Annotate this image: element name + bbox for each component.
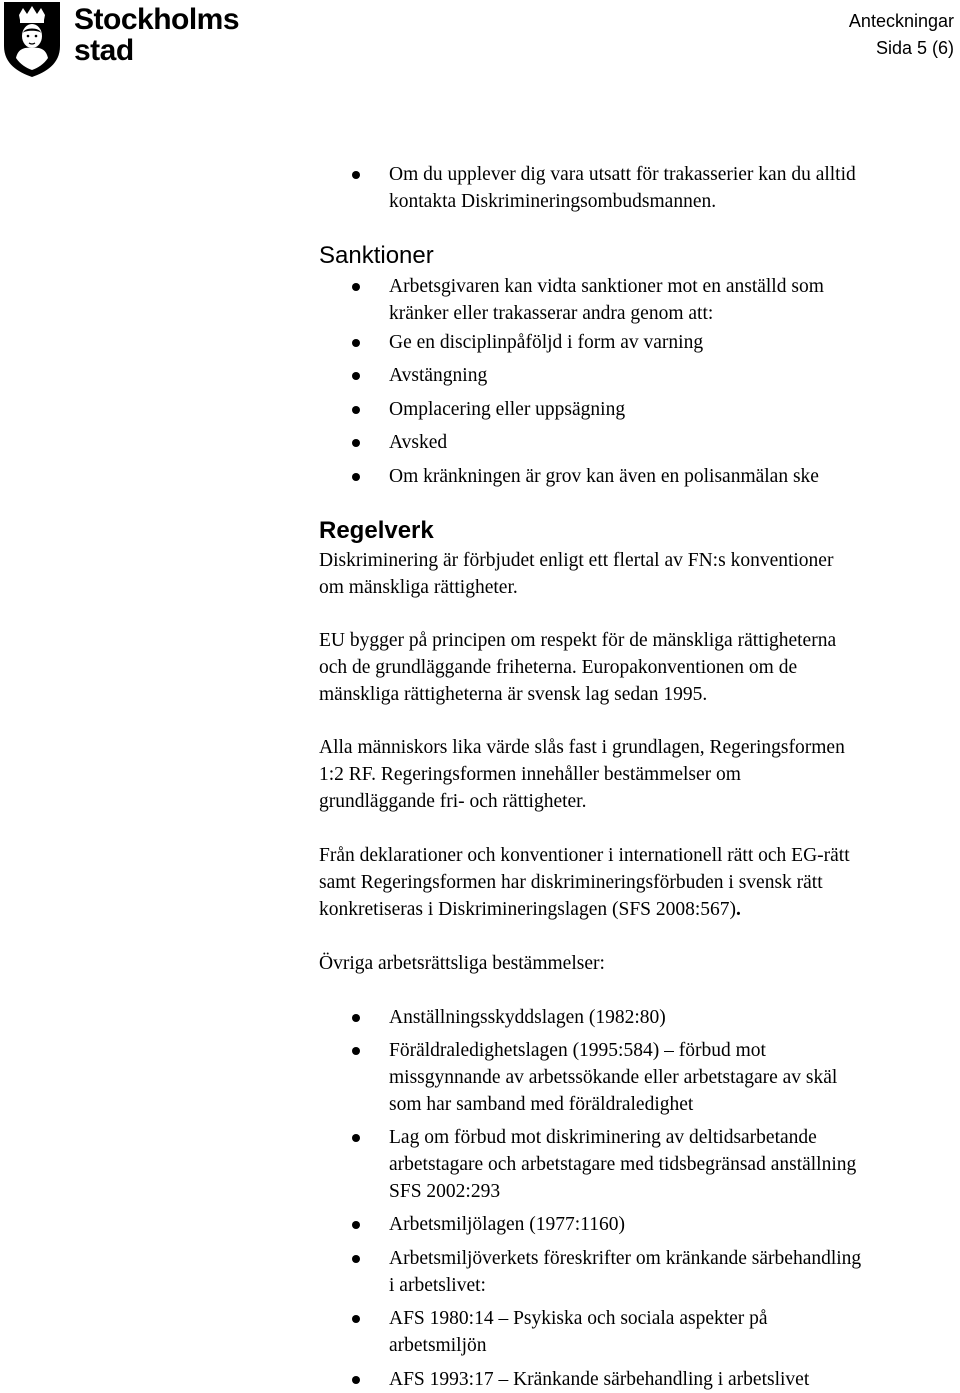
list-item-line: i arbetslivet: [389, 1275, 486, 1296]
logo-line1: Stockholms [74, 3, 240, 36]
list-item: Om kränkningen är grov kan även en polisanmälan ske [389, 463, 959, 490]
list-item [389, 161, 959, 215]
logo-line2: stad [74, 34, 134, 67]
document-type: Anteckningar [848, 11, 954, 31]
list-item-line: AFS 1980:14 – Psykiska och sociala aspekter på [389, 1308, 768, 1329]
list-item: Arbetsmiljölagen (1977:1160) [389, 1211, 959, 1238]
list-item [389, 1124, 959, 1205]
list-item [389, 1037, 959, 1118]
list-item-line: Om du upplever dig vara utsatt för trakasserier kan du alltid [389, 164, 856, 185]
paragraph-line: mänskliga rättigheterna är svensk lag sedan 1995. [319, 684, 708, 705]
list-item-line: Arbetsmiljöverkets föreskrifter om kränkande särbehandling [389, 1248, 862, 1269]
paragraph-line: grundläggande fri- och rättigheter. [319, 791, 587, 812]
list-item: Anställningsskyddslagen (1982:80) [389, 1004, 959, 1031]
page-number: Sida 5 (6) [875, 38, 954, 58]
paragraph [319, 627, 959, 708]
list-item-line: kontakta Diskrimineringsombudsmannen. [389, 191, 717, 212]
paragraph-line: EU bygger på principen om respekt för de mänskliga rättigheterna [319, 630, 837, 651]
list-item-line: Föräldraledighetslagen (1995:584) – förbud mot [389, 1040, 766, 1061]
paragraph-line: Diskriminering är förbjudet enligt ett flertal av FN:s konventioner [319, 550, 834, 571]
section-heading-sanktioner: Sanktioner [319, 242, 434, 269]
paragraph: Övriga arbetsrättsliga bestämmelser: [319, 953, 605, 974]
list-item [389, 1245, 959, 1299]
bold-period: . [736, 899, 741, 920]
list-item: AFS 1993:17 – Kränkande särbehandling i arbetslivet [389, 1366, 959, 1393]
list-item: Avsked [389, 429, 959, 456]
list-item-line: Lag om förbud mot diskriminering av deltidsarbetande [389, 1127, 817, 1148]
list-item: Omplacering eller uppsägning [389, 396, 959, 423]
list-item [389, 1305, 959, 1359]
paragraph [319, 547, 959, 601]
paragraph-line: Alla människors lika värde slås fast i grundlagen, Regeringsformen [319, 737, 845, 758]
list-item-line: arbetstagare och arbetstagare med tidsbegränsad anställning [389, 1154, 857, 1175]
paragraph [319, 734, 959, 815]
paragraph [319, 842, 959, 923]
paragraph-line: och de grundläggande friheterna. Europakonventionen om de [319, 657, 798, 678]
paragraph-line: Från deklarationer och konventioner i internationell rätt och EG-rätt [319, 845, 850, 866]
list-item-line: missgynnande av arbetssökande eller arbetstagare av skäl [389, 1067, 838, 1088]
list-item [389, 273, 959, 327]
list-item-line: kränker eller trakasserar andra genom att: [389, 303, 714, 324]
paragraph-line: om mänskliga rättigheter. [319, 577, 518, 598]
list-item-line: arbetsmiljön [389, 1335, 487, 1356]
list-item-line: SFS 2002:293 [389, 1181, 501, 1202]
paragraph-text: konkretiseras i Diskrimineringslagen (SFS 2008:567) [319, 899, 737, 920]
list-item: Ge en disciplinpåföljd i form av varning [389, 329, 959, 356]
list-item-line: Arbetsgivaren kan vidta sanktioner mot en anställd som [389, 276, 824, 297]
paragraph-line [319, 896, 959, 923]
section-heading-regelverk: Regelverk [319, 517, 434, 544]
paragraph-line: samt Regeringsformen har diskrimineringsförbuden i svensk rätt [319, 872, 823, 893]
list-item: Avstängning [389, 362, 959, 389]
list-item-line: som har samband med föräldraledighet [389, 1094, 694, 1115]
paragraph-line: 1:2 RF. Regeringsformen innehåller bestämmelser om [319, 764, 741, 785]
